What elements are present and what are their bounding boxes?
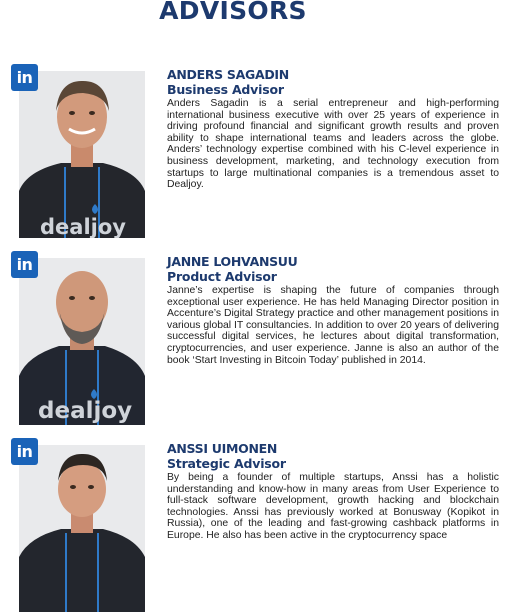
advisor-role: Product Advisor [167, 269, 277, 284]
linkedin-icon[interactable]: in [11, 438, 38, 465]
linkedin-icon[interactable]: in [11, 251, 38, 278]
advisor-bio: By being a founder of multiple startups, Anssi has a holistic understanding and know-how in many areas from User Experience to full-stack software development, growth hacking and blockchain technologies. Anssi has previously worked at Bonusway (Kopikot in Russia), one of the leading and fast-growing cashback platforms in Europe. He also has been active in the cryptocurrency space [167, 472, 499, 541]
advisor-info [167, 441, 499, 542]
linkedin-icon[interactable]: in [11, 64, 38, 91]
shirt-logo-text: dealjoy [40, 215, 126, 238]
shirt-logo-text: dealjoy [38, 398, 133, 424]
advisor-name: ANDERS SAGADIN [167, 67, 289, 82]
advisor-name: JANNE LOHVANSUU [167, 254, 298, 269]
advisor-info [167, 254, 499, 366]
advisor-role: Strategic Advisor [167, 456, 286, 471]
advisor-info [167, 67, 499, 191]
advisor-photo [19, 445, 145, 612]
advisor-photo [19, 71, 145, 238]
advisor-bio: Anders Sagadin is a serial entrepreneur and high-performing international business executive with over 25 years of experience in driving profound financial and significant growth results and proven ability to shape international teams and leaders across the globe. Anders’ technology expertise combined with his C-level experience in business development, marketing, and technology execution from startups to large multinational companies is a tremendous asset to Dealjoy. [167, 98, 499, 191]
advisor-name: ANSSI UIMONEN [167, 441, 278, 456]
advisor-bio: Janne’s expertise is shaping the future of companies through exceptional user experience. He has held Managing Director position in Accenture’s Digital Strategy practice and other management positions in various global IT consultancies. In addition to over 20 years of delivering successful digital services, he lectures about digital transformation, cryptocurrencies, and user experience. Janne is also an author of the book ‘Start Investing in Bitcoin Today’ published in 2014. [167, 285, 499, 366]
advisor-photo [19, 258, 145, 425]
advisor-role: Business Advisor [167, 82, 284, 97]
page-title: ADVISORS [159, 0, 307, 25]
